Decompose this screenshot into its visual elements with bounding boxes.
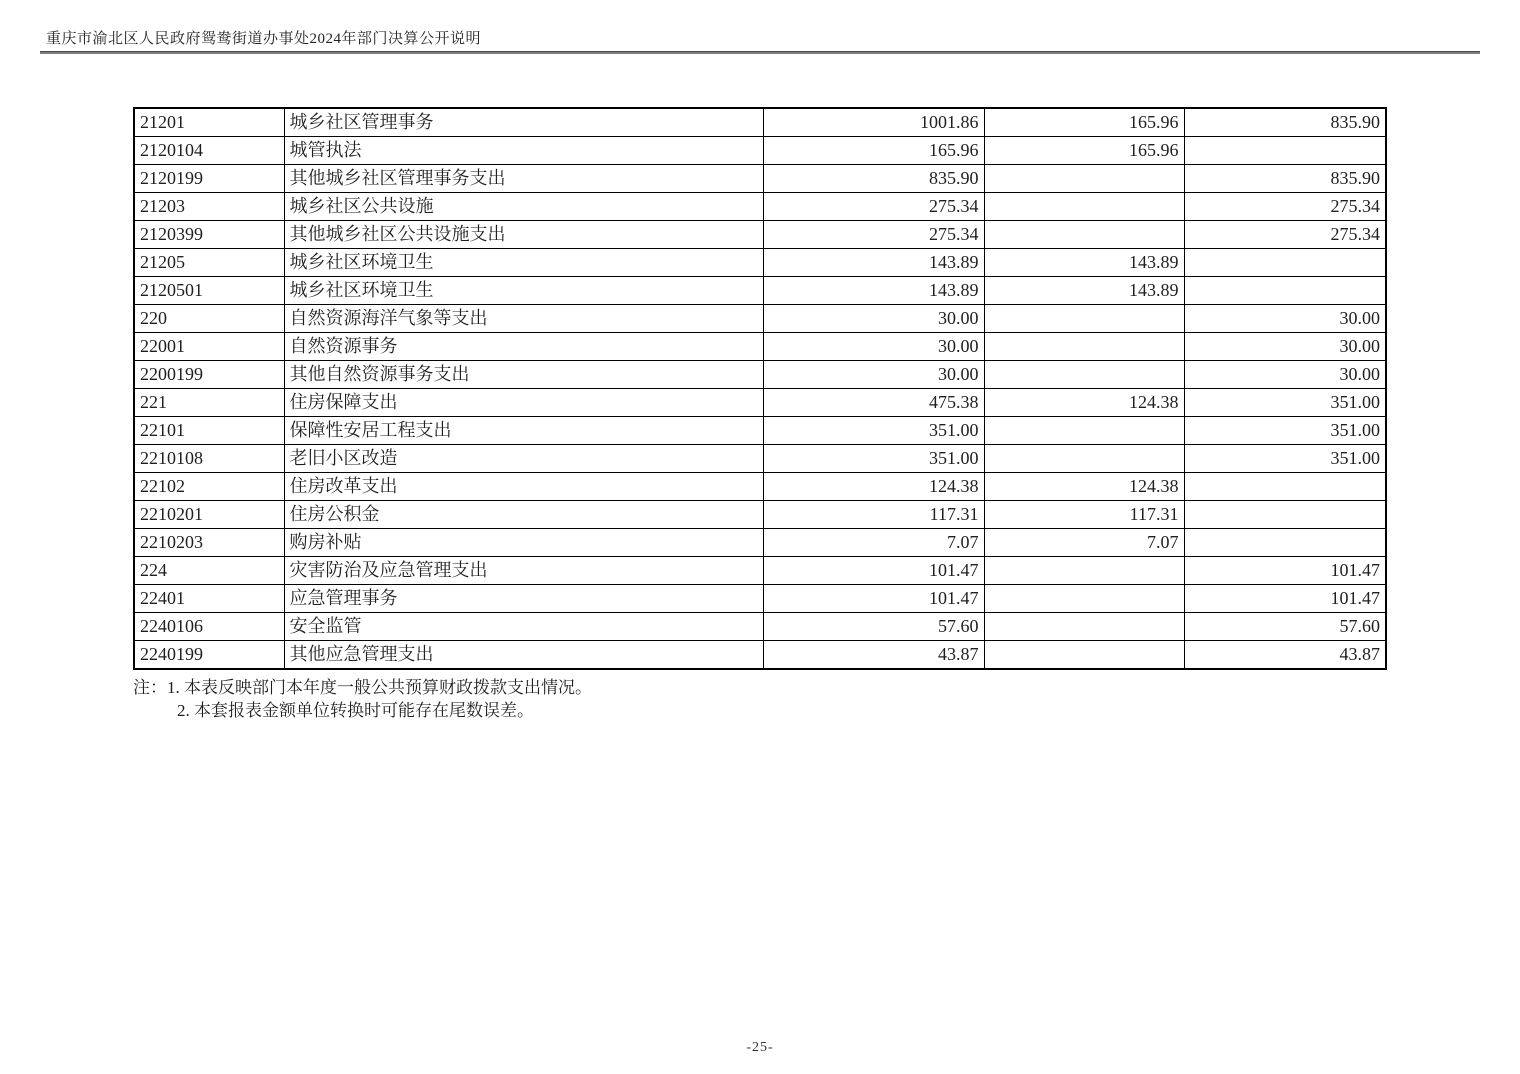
table-body <box>134 108 1386 669</box>
cell-amount-basic <box>984 417 1184 445</box>
cell-subject-code: 2120399 <box>134 221 284 249</box>
cell-amount-basic: 124.38 <box>984 473 1184 501</box>
cell-amount-project: 351.00 <box>1184 445 1386 473</box>
cell-amount-total: 1001.86 <box>763 108 984 137</box>
cell-amount-project <box>1184 501 1386 529</box>
cell-amount-basic <box>984 557 1184 585</box>
table-row <box>134 473 1386 501</box>
cell-subject-code: 224 <box>134 557 284 585</box>
cell-amount-basic: 165.96 <box>984 108 1184 137</box>
cell-subject-code: 220 <box>134 305 284 333</box>
cell-amount-basic <box>984 361 1184 389</box>
cell-subject-name: 住房公积金 <box>284 501 763 529</box>
cell-amount-project <box>1184 277 1386 305</box>
cell-subject-name: 住房保障支出 <box>284 389 763 417</box>
table-row <box>134 221 1386 249</box>
cell-subject-name: 应急管理事务 <box>284 585 763 613</box>
cell-amount-project: 835.90 <box>1184 165 1386 193</box>
page-number: -25- <box>746 1040 774 1055</box>
table-row <box>134 333 1386 361</box>
cell-amount-project: 57.60 <box>1184 613 1386 641</box>
cell-amount-total: 275.34 <box>763 193 984 221</box>
cell-amount-basic: 165.96 <box>984 137 1184 165</box>
cell-subject-name: 城乡社区公共设施 <box>284 193 763 221</box>
cell-amount-total: 30.00 <box>763 333 984 361</box>
cell-amount-basic <box>984 641 1184 670</box>
cell-amount-project <box>1184 529 1386 557</box>
cell-subject-code: 2120199 <box>134 165 284 193</box>
cell-amount-basic <box>984 165 1184 193</box>
page-title: 重庆市渝北区人民政府鸳鸯街道办事处2024年部门决算公开说明 <box>46 31 482 47</box>
cell-subject-code: 21203 <box>134 193 284 221</box>
cell-subject-code: 2210203 <box>134 529 284 557</box>
cell-subject-code: 22101 <box>134 417 284 445</box>
cell-subject-name: 安全监管 <box>284 613 763 641</box>
table-row <box>134 361 1386 389</box>
cell-amount-total: 351.00 <box>763 445 984 473</box>
cell-amount-basic: 143.89 <box>984 277 1184 305</box>
cell-amount-project: 835.90 <box>1184 108 1386 137</box>
table-row <box>134 277 1386 305</box>
cell-amount-basic <box>984 445 1184 473</box>
cell-amount-project <box>1184 249 1386 277</box>
cell-amount-total: 30.00 <box>763 305 984 333</box>
cell-amount-basic: 124.38 <box>984 389 1184 417</box>
cell-amount-basic: 143.89 <box>984 249 1184 277</box>
cell-amount-project: 275.34 <box>1184 221 1386 249</box>
cell-subject-code: 22001 <box>134 333 284 361</box>
cell-amount-project: 101.47 <box>1184 557 1386 585</box>
cell-amount-total: 117.31 <box>763 501 984 529</box>
cell-subject-name: 保障性安居工程支出 <box>284 417 763 445</box>
cell-subject-name: 自然资源海洋气象等支出 <box>284 305 763 333</box>
table-row <box>134 137 1386 165</box>
table-row <box>134 501 1386 529</box>
cell-amount-total: 30.00 <box>763 361 984 389</box>
cell-amount-basic <box>984 221 1184 249</box>
cell-amount-total: 275.34 <box>763 221 984 249</box>
cell-amount-project <box>1184 473 1386 501</box>
cell-amount-basic <box>984 585 1184 613</box>
cell-amount-project: 30.00 <box>1184 305 1386 333</box>
cell-amount-project <box>1184 137 1386 165</box>
cell-amount-total: 101.47 <box>763 585 984 613</box>
table-row <box>134 585 1386 613</box>
cell-amount-total: 165.96 <box>763 137 984 165</box>
cell-amount-basic <box>984 193 1184 221</box>
cell-amount-total: 101.47 <box>763 557 984 585</box>
table-row <box>134 305 1386 333</box>
budget-table <box>133 107 1387 670</box>
table-row <box>134 613 1386 641</box>
table-row <box>134 249 1386 277</box>
header-divider <box>40 51 1480 54</box>
cell-subject-name: 自然资源事务 <box>284 333 763 361</box>
cell-amount-project: 275.34 <box>1184 193 1386 221</box>
cell-subject-code: 21205 <box>134 249 284 277</box>
cell-amount-project: 30.00 <box>1184 333 1386 361</box>
cell-amount-project: 30.00 <box>1184 361 1386 389</box>
cell-amount-basic <box>984 333 1184 361</box>
cell-subject-name: 其他应急管理支出 <box>284 641 763 670</box>
cell-subject-code: 2240106 <box>134 613 284 641</box>
cell-subject-name: 其他城乡社区管理事务支出 <box>284 165 763 193</box>
table-row <box>134 557 1386 585</box>
cell-subject-code: 221 <box>134 389 284 417</box>
table-row <box>134 529 1386 557</box>
cell-amount-basic <box>984 305 1184 333</box>
note-line-1: 注：1. 本表反映部门本年度一般公共预算财政拨款支出情况。 <box>133 678 592 697</box>
cell-subject-name: 城乡社区环境卫生 <box>284 249 763 277</box>
cell-amount-total: 57.60 <box>763 613 984 641</box>
cell-amount-total: 143.89 <box>763 249 984 277</box>
table-row <box>134 108 1386 137</box>
table-row <box>134 445 1386 473</box>
cell-subject-code: 2200199 <box>134 361 284 389</box>
cell-subject-code: 2240199 <box>134 641 284 670</box>
cell-subject-name: 城乡社区管理事务 <box>284 108 763 137</box>
cell-subject-name: 其他城乡社区公共设施支出 <box>284 221 763 249</box>
note-line-2: 2. 本套报表金额单位转换时可能存在尾数误差。 <box>177 701 534 720</box>
cell-subject-name: 其他自然资源事务支出 <box>284 361 763 389</box>
cell-amount-total: 43.87 <box>763 641 984 670</box>
cell-subject-code: 2120104 <box>134 137 284 165</box>
cell-subject-name: 城乡社区环境卫生 <box>284 277 763 305</box>
cell-subject-code: 2120501 <box>134 277 284 305</box>
table-notes <box>133 676 592 722</box>
cell-subject-name: 购房补贴 <box>284 529 763 557</box>
cell-amount-project: 351.00 <box>1184 389 1386 417</box>
table-row <box>134 417 1386 445</box>
cell-amount-project: 43.87 <box>1184 641 1386 670</box>
table-row <box>134 641 1386 670</box>
cell-amount-total: 475.38 <box>763 389 984 417</box>
table-row <box>134 165 1386 193</box>
cell-amount-total: 143.89 <box>763 277 984 305</box>
cell-amount-total: 835.90 <box>763 165 984 193</box>
cell-subject-code: 22102 <box>134 473 284 501</box>
cell-subject-name: 灾害防治及应急管理支出 <box>284 557 763 585</box>
cell-amount-total: 124.38 <box>763 473 984 501</box>
cell-subject-name: 城管执法 <box>284 137 763 165</box>
cell-amount-total: 7.07 <box>763 529 984 557</box>
cell-subject-code: 21201 <box>134 108 284 137</box>
cell-amount-basic: 7.07 <box>984 529 1184 557</box>
cell-subject-name: 老旧小区改造 <box>284 445 763 473</box>
cell-amount-project: 101.47 <box>1184 585 1386 613</box>
cell-amount-basic <box>984 613 1184 641</box>
table-row <box>134 193 1386 221</box>
table-row <box>134 389 1386 417</box>
cell-subject-code: 2210201 <box>134 501 284 529</box>
cell-amount-basic: 117.31 <box>984 501 1184 529</box>
cell-amount-total: 351.00 <box>763 417 984 445</box>
cell-subject-name: 住房改革支出 <box>284 473 763 501</box>
cell-subject-code: 2210108 <box>134 445 284 473</box>
cell-subject-code: 22401 <box>134 585 284 613</box>
cell-amount-project: 351.00 <box>1184 417 1386 445</box>
